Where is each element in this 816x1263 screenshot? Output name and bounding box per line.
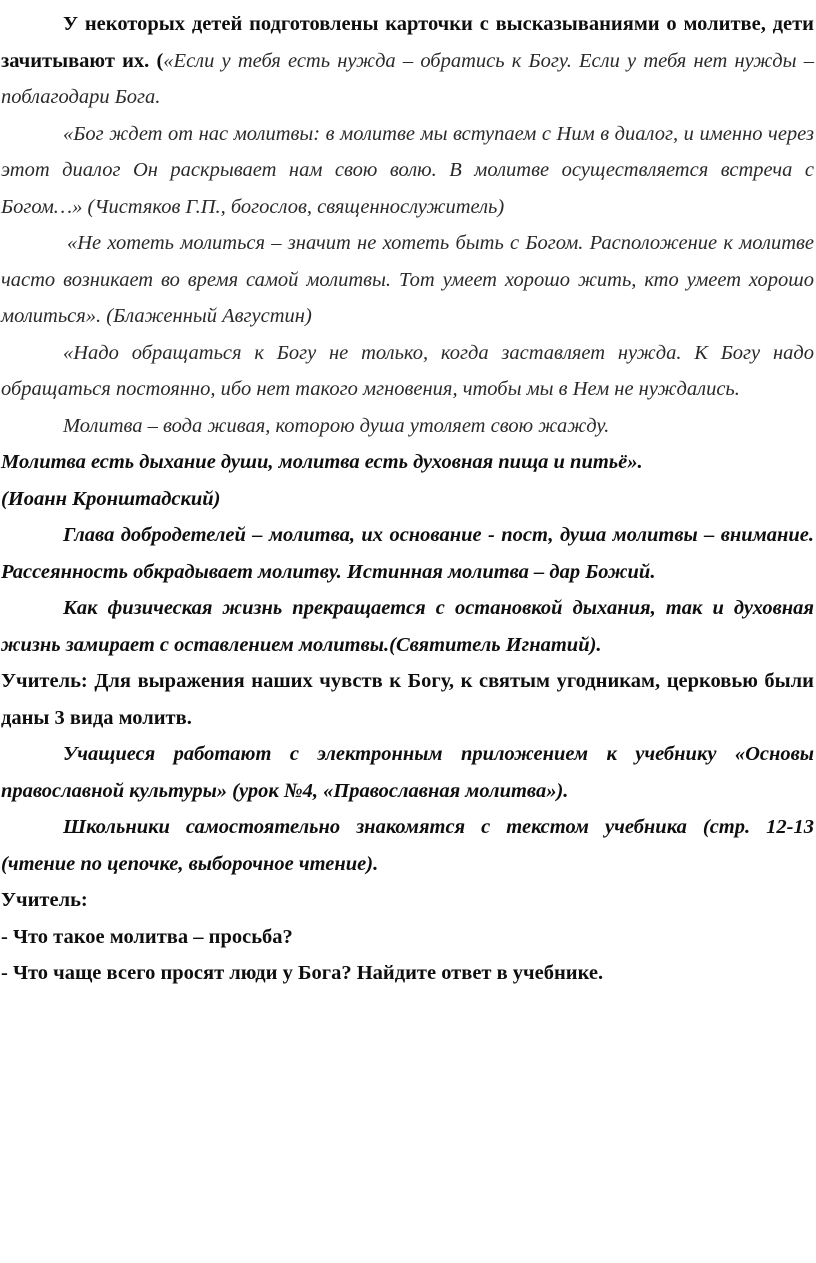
paragraph-chistyakov bbox=[1, 116, 814, 226]
paragraph-augustine bbox=[1, 225, 814, 335]
chistyakov-quote: «Бог ждет от нас молитвы: в молитве мы вступаем с Ним в диалог, и именно через этот диалог Он раскрывает нам свою волю. В молитве осуществляется встреча с Богом…» bbox=[1, 122, 814, 218]
augustine-author: (Блаженный Августин) bbox=[101, 305, 312, 327]
paragraph-breath: Молитва есть дыхание души, молитва есть духовная пища и питьё». bbox=[1, 451, 643, 473]
paragraph-teacher-intro bbox=[1, 663, 814, 736]
augustine-quote: «Не хотеть молиться – значит не хотеть быть с Богом. Расположение к молитве часто возникает во время самой молитвы. Тот умеет хорошо жить, кто умеет хорошо молиться». bbox=[1, 232, 814, 327]
paragraph-students-app: Учащиеся работают с электронным приложением к учебнику «Основы православной культуры» (урок №4, «Православная молитва»). bbox=[1, 743, 814, 802]
paragraph-living-water: Молитва – вода живая, которою душа утоляет свою жажду. bbox=[63, 414, 610, 437]
chistyakov-author: (Чистяков Г.П., богослов, священнослужитель) bbox=[82, 195, 505, 218]
paragraph-intro bbox=[1, 6, 814, 116]
paragraph-virtues: Глава добродетелей – молитва, их основание - пост, душа молитвы – внимание. Рассеянность обкрадывает молитву. Истинная молитва – дар Божий. bbox=[1, 524, 814, 583]
intro-bold-text: У некоторых детей подготовлены карточки с высказываниями о молитве, дети зачитывают их. ( bbox=[1, 13, 814, 72]
intro-quote: «Если у тебя есть нужда – обратись к Богу. Если у тебя нет нужды – поблагодари Бога. bbox=[1, 49, 814, 108]
question-ask: - Что чаще всего просят люди у Бога? Найдите ответ в учебнике. bbox=[1, 962, 604, 984]
paragraph-kronstadt: (Иоанн Кронштадский) bbox=[1, 487, 221, 510]
paragraph-ignatius: Как физическая жизнь прекращается с остановкой дыхания, так и духовная жизнь замирает с оставлением молитвы.(Святитель Игнатий). bbox=[1, 597, 814, 656]
teacher-label: Учитель: bbox=[1, 670, 88, 692]
question-prayer: - Что такое молитва – просьба? bbox=[1, 925, 293, 948]
paragraph-textbook: Школьники самостоятельно знакомятся с текстом учебника (стр. 12-13 (чтение по цепочке, выборочное чтение). bbox=[1, 816, 814, 875]
paragraph-teacher-label: Учитель: bbox=[1, 889, 88, 911]
teacher-text: Для выражения наших чувств к Богу, к святым угодникам, церковью были даны 3 вида молитв. bbox=[1, 670, 814, 729]
paragraph-need: «Надо обращаться к Богу не только, когда заставляет нужда. К Богу надо обращаться постоянно, ибо нет такого мгновения, чтобы мы в Нем не нуждались. bbox=[1, 341, 814, 400]
